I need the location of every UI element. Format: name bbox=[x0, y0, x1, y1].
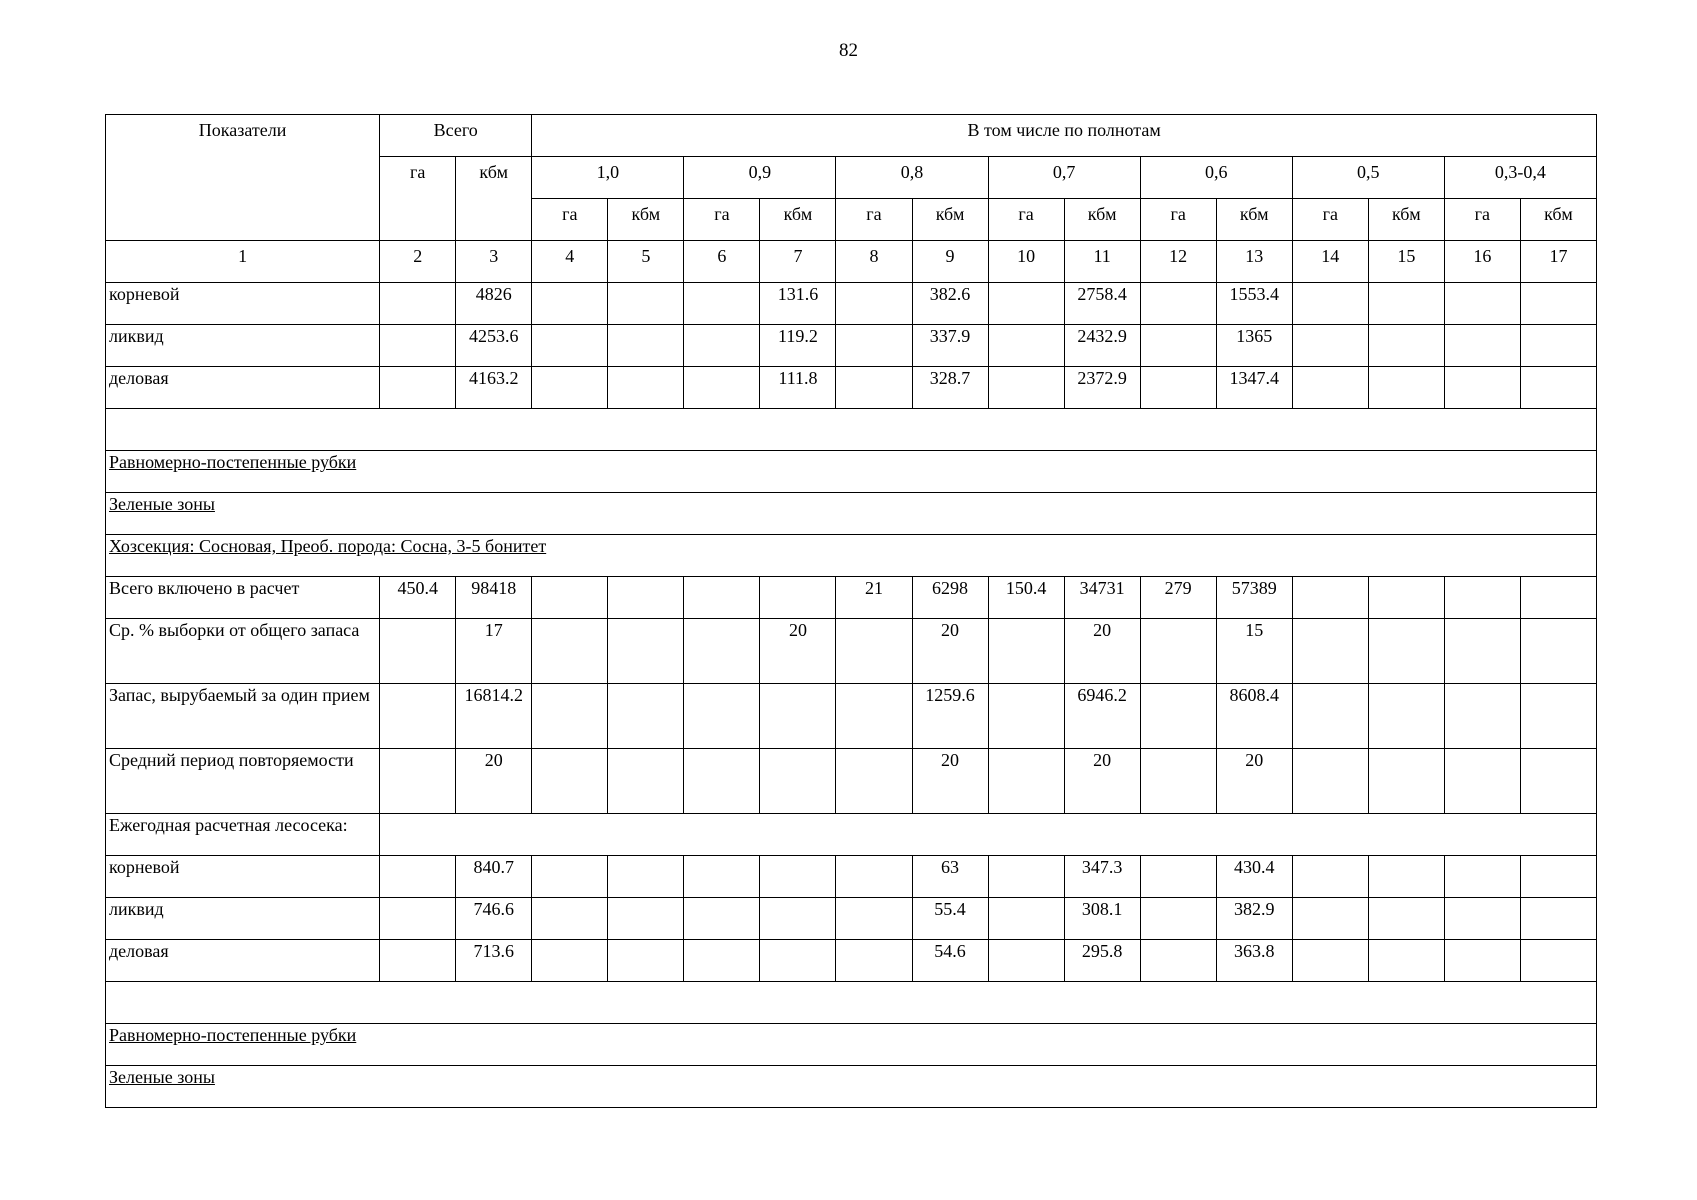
column-number: 2 bbox=[380, 241, 456, 283]
header-unit-ga: га bbox=[1444, 199, 1520, 241]
table-cell bbox=[684, 898, 760, 940]
table-cell bbox=[608, 940, 684, 982]
table-cell: 4253.6 bbox=[456, 325, 532, 367]
row-label: Запас, вырубаемый за один прием bbox=[106, 684, 380, 749]
table-cell: 328.7 bbox=[912, 367, 988, 409]
table-cell bbox=[1140, 898, 1216, 940]
table-cell bbox=[988, 749, 1064, 814]
table-cell: 347.3 bbox=[1064, 856, 1140, 898]
table-cell bbox=[1520, 367, 1596, 409]
table-cell bbox=[760, 684, 836, 749]
table-cell bbox=[1292, 577, 1368, 619]
table-cell: 295.8 bbox=[1064, 940, 1140, 982]
table-cell: 1347.4 bbox=[1216, 367, 1292, 409]
table-cell: 6946.2 bbox=[1064, 684, 1140, 749]
row-label: корневой bbox=[106, 856, 380, 898]
section-cut-type: Равномерно-постепенные рубки bbox=[106, 451, 1597, 493]
column-number: 1 bbox=[106, 241, 380, 283]
forest-cutting-table bbox=[105, 114, 1597, 1108]
table-cell bbox=[684, 325, 760, 367]
row-label: ликвид bbox=[106, 898, 380, 940]
table-cell: 21 bbox=[836, 577, 912, 619]
header-density-2: 0,9 bbox=[684, 157, 836, 199]
header-density-1: 1,0 bbox=[532, 157, 684, 199]
table-cell bbox=[1140, 684, 1216, 749]
empty-row bbox=[106, 982, 1597, 1024]
table-cell bbox=[836, 940, 912, 982]
empty-row bbox=[106, 409, 1597, 451]
annual-cut-blank bbox=[380, 814, 1597, 856]
column-number: 3 bbox=[456, 241, 532, 283]
table-cell bbox=[684, 367, 760, 409]
header-unit-kbm: кбм bbox=[608, 199, 684, 241]
table-cell bbox=[836, 283, 912, 325]
table-cell bbox=[1140, 367, 1216, 409]
header-unit-kbm: кбм bbox=[912, 199, 988, 241]
table-cell: 20 bbox=[1064, 619, 1140, 684]
table-cell: 20 bbox=[912, 749, 988, 814]
table-cell bbox=[608, 898, 684, 940]
table-row bbox=[106, 325, 1597, 367]
table-cell: 279 bbox=[1140, 577, 1216, 619]
table-cell bbox=[380, 619, 456, 684]
table-cell bbox=[1444, 940, 1520, 982]
table-cell bbox=[1292, 856, 1368, 898]
table-cell: 713.6 bbox=[456, 940, 532, 982]
table-cell bbox=[684, 940, 760, 982]
table-cell bbox=[988, 856, 1064, 898]
table-cell: 4163.2 bbox=[456, 367, 532, 409]
table-cell bbox=[1368, 367, 1444, 409]
table-cell bbox=[532, 619, 608, 684]
table-cell bbox=[1140, 856, 1216, 898]
table-cell bbox=[532, 856, 608, 898]
table-cell bbox=[684, 684, 760, 749]
table-cell bbox=[1368, 749, 1444, 814]
table-cell bbox=[836, 898, 912, 940]
table-cell: 20 bbox=[912, 619, 988, 684]
column-number: 8 bbox=[836, 241, 912, 283]
table-cell bbox=[988, 940, 1064, 982]
table-cell: 15 bbox=[1216, 619, 1292, 684]
table-cell bbox=[1140, 749, 1216, 814]
page-number: 82 bbox=[839, 40, 858, 61]
section-hozsekciya: Хозсекция: Сосновая, Преоб. порода: Сосна, 3-5 бонитет bbox=[106, 535, 1597, 577]
table-cell: 746.6 bbox=[456, 898, 532, 940]
table-cell bbox=[988, 684, 1064, 749]
table-cell bbox=[836, 856, 912, 898]
table-cell bbox=[1292, 325, 1368, 367]
table-cell bbox=[1444, 367, 1520, 409]
header-unit-kbm: кбм bbox=[760, 199, 836, 241]
header-unit-ga: га bbox=[684, 199, 760, 241]
table-row bbox=[106, 577, 1597, 619]
table-cell bbox=[608, 577, 684, 619]
table-cell bbox=[1520, 619, 1596, 684]
header-total-kbm: кбм bbox=[456, 157, 532, 241]
column-number: 16 bbox=[1444, 241, 1520, 283]
table-cell bbox=[1292, 940, 1368, 982]
table-cell: 20 bbox=[760, 619, 836, 684]
table-cell bbox=[1292, 749, 1368, 814]
column-number: 12 bbox=[1140, 241, 1216, 283]
table-cell bbox=[1520, 283, 1596, 325]
table-cell bbox=[836, 325, 912, 367]
table-cell bbox=[532, 367, 608, 409]
header-unit-ga: га bbox=[988, 199, 1064, 241]
table-row bbox=[106, 749, 1597, 814]
table-cell: 63 bbox=[912, 856, 988, 898]
table-cell bbox=[760, 940, 836, 982]
table-cell: 1365 bbox=[1216, 325, 1292, 367]
header-density-5: 0,6 bbox=[1140, 157, 1292, 199]
header-total-ga: га bbox=[380, 157, 456, 241]
table-cell bbox=[1444, 856, 1520, 898]
row-label: корневой bbox=[106, 283, 380, 325]
section-zone: Зеленые зоны bbox=[106, 1066, 1597, 1108]
table-row bbox=[106, 283, 1597, 325]
table-cell bbox=[1444, 619, 1520, 684]
table-cell: 16814.2 bbox=[456, 684, 532, 749]
table-cell bbox=[608, 283, 684, 325]
table-cell bbox=[836, 619, 912, 684]
table-cell: 17 bbox=[456, 619, 532, 684]
table-cell: 20 bbox=[1064, 749, 1140, 814]
table-cell: 2758.4 bbox=[1064, 283, 1140, 325]
table-cell bbox=[1444, 325, 1520, 367]
table-cell bbox=[836, 367, 912, 409]
table-cell bbox=[988, 367, 1064, 409]
table-cell: 1553.4 bbox=[1216, 283, 1292, 325]
column-number: 13 bbox=[1216, 241, 1292, 283]
header-unit-ga: га bbox=[1292, 199, 1368, 241]
table-cell bbox=[380, 898, 456, 940]
table-cell bbox=[760, 749, 836, 814]
column-number: 17 bbox=[1520, 241, 1596, 283]
table-cell bbox=[608, 367, 684, 409]
column-number: 15 bbox=[1368, 241, 1444, 283]
table-cell: 55.4 bbox=[912, 898, 988, 940]
table-cell bbox=[532, 577, 608, 619]
table-cell: 131.6 bbox=[760, 283, 836, 325]
table-cell bbox=[380, 684, 456, 749]
table-cell bbox=[608, 749, 684, 814]
header-unit-kbm: кбм bbox=[1216, 199, 1292, 241]
table-cell bbox=[836, 684, 912, 749]
table-cell bbox=[684, 749, 760, 814]
table-cell bbox=[532, 283, 608, 325]
section-cut-type: Равномерно-постепенные рубки bbox=[106, 1024, 1597, 1066]
table-cell bbox=[836, 749, 912, 814]
table-cell: 840.7 bbox=[456, 856, 532, 898]
row-label: Средний период повторяемости bbox=[106, 749, 380, 814]
header-v-tom-chisle: В том числе по полнотам bbox=[532, 115, 1597, 157]
table-cell bbox=[1140, 619, 1216, 684]
table-cell bbox=[1444, 898, 1520, 940]
table-cell bbox=[1368, 856, 1444, 898]
header-density-4: 0,7 bbox=[988, 157, 1140, 199]
table-cell: 363.8 bbox=[1216, 940, 1292, 982]
table-cell bbox=[1368, 283, 1444, 325]
table-cell: 150.4 bbox=[988, 577, 1064, 619]
row-label: деловая bbox=[106, 367, 380, 409]
table-cell bbox=[760, 856, 836, 898]
table-cell bbox=[988, 898, 1064, 940]
table-row bbox=[106, 619, 1597, 684]
header-unit-ga: га bbox=[1140, 199, 1216, 241]
table-cell: 430.4 bbox=[1216, 856, 1292, 898]
column-number: 9 bbox=[912, 241, 988, 283]
table-row bbox=[106, 684, 1597, 749]
table-cell: 6298 bbox=[912, 577, 988, 619]
table-cell bbox=[1292, 898, 1368, 940]
table-cell: 98418 bbox=[456, 577, 532, 619]
table-cell bbox=[1368, 325, 1444, 367]
table-cell bbox=[608, 684, 684, 749]
table-cell: 20 bbox=[1216, 749, 1292, 814]
table-cell bbox=[1520, 898, 1596, 940]
header-density-3: 0,8 bbox=[836, 157, 988, 199]
table-cell: 382.9 bbox=[1216, 898, 1292, 940]
table-cell bbox=[1444, 749, 1520, 814]
table-cell: 2432.9 bbox=[1064, 325, 1140, 367]
header-unit-kbm: кбм bbox=[1064, 199, 1140, 241]
column-number: 11 bbox=[1064, 241, 1140, 283]
table-cell bbox=[532, 898, 608, 940]
table-cell bbox=[1292, 367, 1368, 409]
column-number: 5 bbox=[608, 241, 684, 283]
table-cell bbox=[1368, 619, 1444, 684]
table-cell: 57389 bbox=[1216, 577, 1292, 619]
table-cell bbox=[1368, 684, 1444, 749]
table-cell bbox=[1520, 940, 1596, 982]
table-cell bbox=[1368, 577, 1444, 619]
row-label: ликвид bbox=[106, 325, 380, 367]
table-cell bbox=[1140, 940, 1216, 982]
header-vsego: Всего bbox=[380, 115, 532, 157]
table-cell bbox=[380, 940, 456, 982]
table-cell: 450.4 bbox=[380, 577, 456, 619]
table-cell bbox=[684, 619, 760, 684]
table-cell bbox=[1368, 898, 1444, 940]
table-cell bbox=[380, 283, 456, 325]
table-cell bbox=[1444, 684, 1520, 749]
column-number: 14 bbox=[1292, 241, 1368, 283]
table-cell: 20 bbox=[456, 749, 532, 814]
header-density-7: 0,3-0,4 bbox=[1444, 157, 1596, 199]
table-cell: 34731 bbox=[1064, 577, 1140, 619]
table-cell bbox=[380, 367, 456, 409]
column-number: 4 bbox=[532, 241, 608, 283]
header-unit-ga: га bbox=[532, 199, 608, 241]
row-label: деловая bbox=[106, 940, 380, 982]
table-cell bbox=[608, 856, 684, 898]
table-cell bbox=[1444, 283, 1520, 325]
table-cell bbox=[532, 749, 608, 814]
table-row bbox=[106, 940, 1597, 982]
table-cell bbox=[684, 577, 760, 619]
table-row bbox=[106, 856, 1597, 898]
table-cell bbox=[608, 619, 684, 684]
table-cell bbox=[532, 940, 608, 982]
table-cell bbox=[988, 619, 1064, 684]
table-cell: 337.9 bbox=[912, 325, 988, 367]
table-cell: 2372.9 bbox=[1064, 367, 1140, 409]
table-cell bbox=[532, 684, 608, 749]
table-cell bbox=[380, 749, 456, 814]
header-unit-kbm: кбм bbox=[1368, 199, 1444, 241]
table-cell bbox=[1292, 283, 1368, 325]
table-cell bbox=[608, 325, 684, 367]
table-cell bbox=[1520, 856, 1596, 898]
table-cell: 1259.6 bbox=[912, 684, 988, 749]
annual-cut-label: Ежегодная расчетная лесосека: bbox=[106, 814, 380, 856]
table-cell bbox=[988, 325, 1064, 367]
table-cell bbox=[684, 283, 760, 325]
table-cell bbox=[1140, 283, 1216, 325]
table-cell: 382.6 bbox=[912, 283, 988, 325]
table-cell bbox=[1368, 940, 1444, 982]
table-cell: 119.2 bbox=[760, 325, 836, 367]
table-cell bbox=[760, 577, 836, 619]
table-row bbox=[106, 367, 1597, 409]
table-cell: 308.1 bbox=[1064, 898, 1140, 940]
header-unit-kbm: кбм bbox=[1520, 199, 1596, 241]
table-cell bbox=[380, 325, 456, 367]
table-cell bbox=[1140, 325, 1216, 367]
table-cell bbox=[988, 283, 1064, 325]
row-label: Ср. % выборки от общего запаса bbox=[106, 619, 380, 684]
header-pokazateli: Показатели bbox=[106, 115, 380, 241]
table-cell bbox=[1520, 577, 1596, 619]
table-cell bbox=[380, 856, 456, 898]
table-cell bbox=[1520, 325, 1596, 367]
column-number: 6 bbox=[684, 241, 760, 283]
table-cell: 54.6 bbox=[912, 940, 988, 982]
table-cell: 111.8 bbox=[760, 367, 836, 409]
column-number: 10 bbox=[988, 241, 1064, 283]
table-cell bbox=[1292, 684, 1368, 749]
table-cell bbox=[1520, 749, 1596, 814]
row-label: Всего включено в расчет bbox=[106, 577, 380, 619]
table-cell bbox=[1520, 684, 1596, 749]
table-cell bbox=[1292, 619, 1368, 684]
table-cell bbox=[1444, 577, 1520, 619]
table-cell bbox=[760, 898, 836, 940]
table-row bbox=[106, 898, 1597, 940]
table-cell bbox=[532, 325, 608, 367]
header-density-6: 0,5 bbox=[1292, 157, 1444, 199]
table-cell: 4826 bbox=[456, 283, 532, 325]
section-zone: Зеленые зоны bbox=[106, 493, 1597, 535]
header-unit-ga: га bbox=[836, 199, 912, 241]
table-cell bbox=[684, 856, 760, 898]
table-cell: 8608.4 bbox=[1216, 684, 1292, 749]
column-number: 7 bbox=[760, 241, 836, 283]
